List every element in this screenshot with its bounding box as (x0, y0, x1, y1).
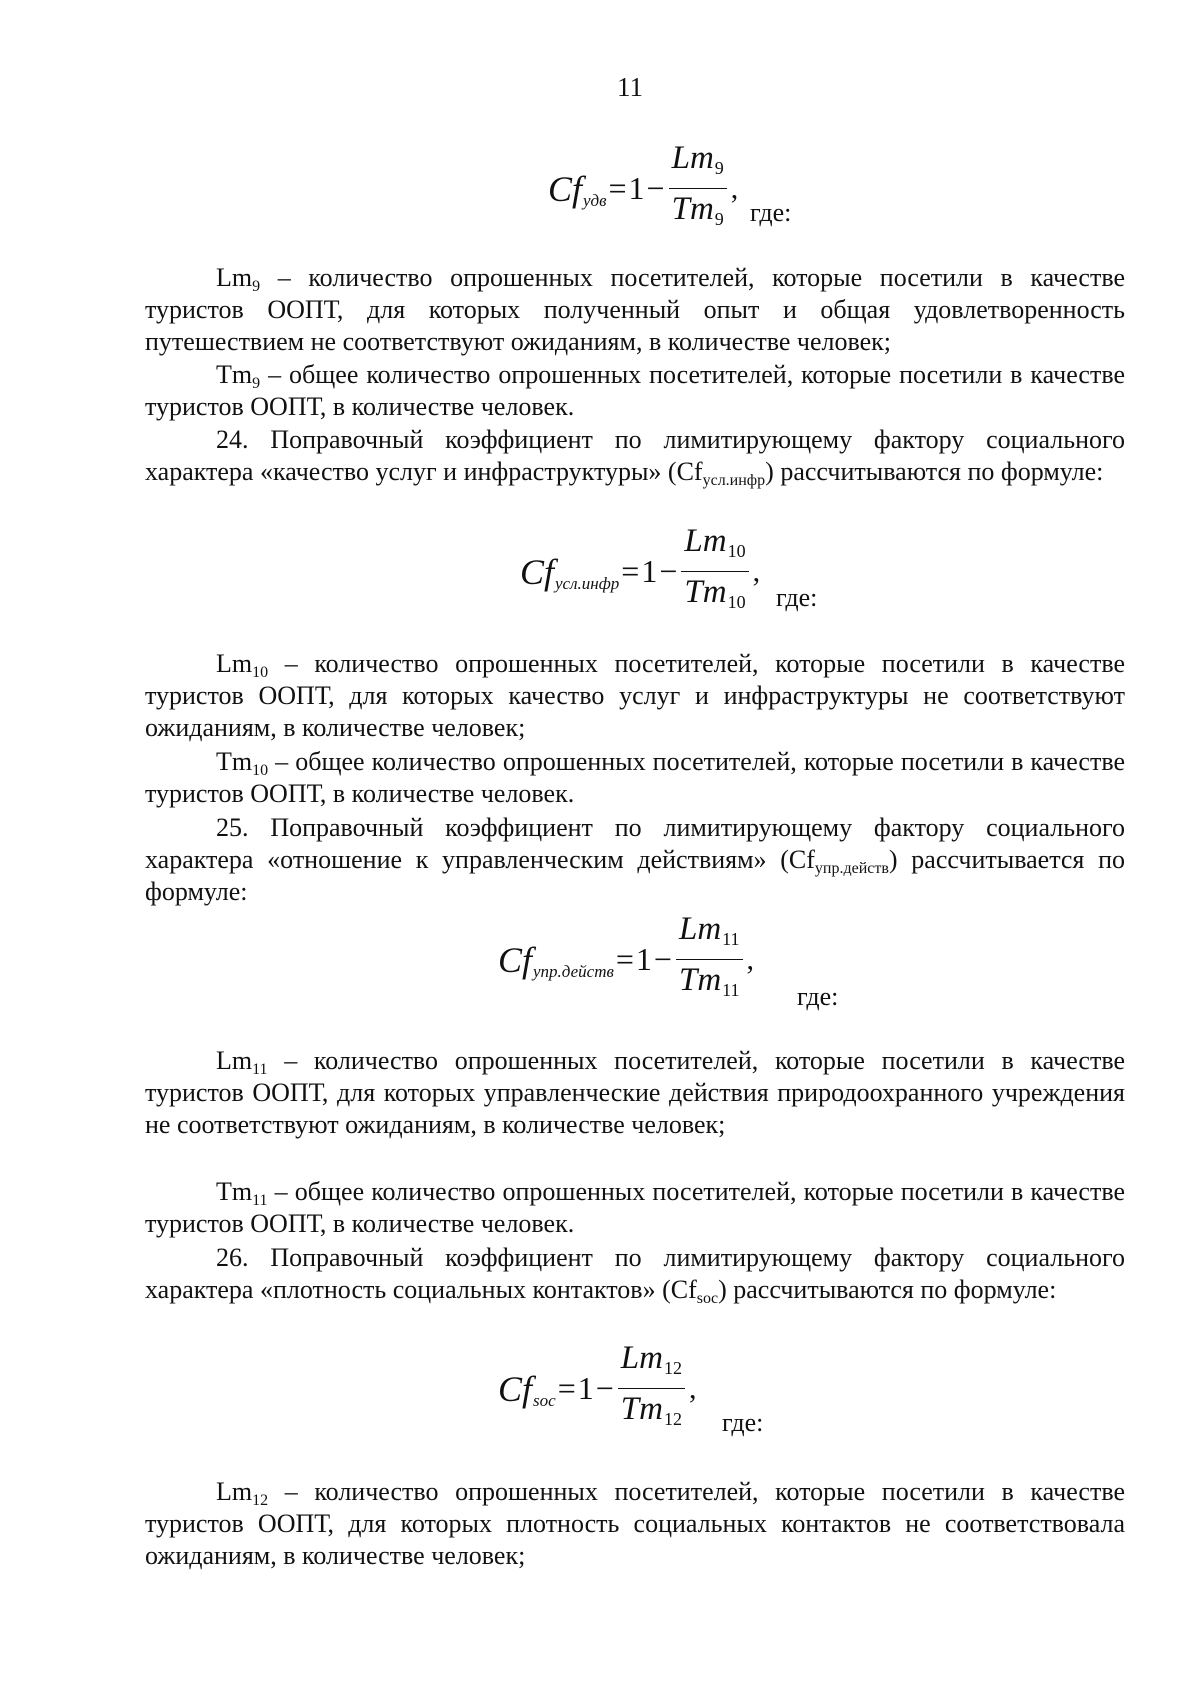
section-25 (145, 812, 1125, 908)
formula-cf-upr-deistv (498, 909, 754, 1010)
fraction-denominator (618, 1389, 685, 1439)
definition-text: – общее количество опрошенных посетителей, которые посетили в качестве туристов ООПТ, в количестве человек. (145, 360, 1125, 421)
formula-equals: = (615, 941, 634, 977)
fraction-denominator (681, 572, 748, 622)
section-subscript: упр.действ (814, 860, 889, 877)
formula-cf-subscript: soc (533, 1390, 556, 1410)
definition-text: – количество опрошенных посетителей, которые посетили в качестве туристов ООПТ, для которых плотность социальных контактов не соответствовала ожиданиям, в количестве человек; (145, 1477, 1125, 1570)
where-label: где: (797, 982, 839, 1011)
var-subscript: 10 (252, 762, 269, 779)
formula-one: 1 (628, 170, 645, 206)
fraction-denominator (669, 189, 727, 239)
fraction-numerator (676, 909, 743, 960)
var-subscript: 11 (252, 1192, 268, 1209)
section-text-end: ) рассчитываются по формуле: (718, 1275, 1057, 1304)
var-subscript: 9 (252, 278, 261, 295)
definition-text: – количество опрошенных посетителей, которые посетили в качестве туристов ООПТ, для которых управленческие действия природоохранного учреждения не соответствуют ожиданиям, в количестве человек; (145, 1046, 1125, 1139)
section-subscript: soc (696, 1290, 719, 1307)
definition-text: – общее количество опрошенных посетителей, которые посетили в качестве туристов ООПТ, в количестве человек. (145, 747, 1125, 808)
formula-cf: Cf (498, 939, 533, 980)
var-subscript: 11 (252, 1061, 268, 1078)
formula-cf: Cf (548, 168, 583, 209)
var-name: Tm (216, 360, 253, 389)
formula-one: 1 (635, 941, 652, 977)
definition-tm9 (145, 359, 1125, 423)
formula-comma: , (746, 942, 754, 976)
numerator-var: Lm (684, 523, 727, 559)
numerator-subscript: 11 (722, 929, 740, 949)
formula-comma: , (688, 1371, 697, 1405)
formula-comma: , (752, 554, 761, 588)
definition-text: – общее количество опрошенных посетителей, которые посетили в качестве туристов ООПТ, в количестве человек. (145, 1177, 1125, 1238)
page-number: 11 (617, 72, 643, 102)
denominator-subscript: 10 (727, 592, 746, 612)
numerator-var: Lm (671, 140, 714, 176)
formula-equals: = (557, 1370, 576, 1406)
formula-minus: − (595, 1370, 614, 1406)
formula-cf: Cf (498, 1368, 533, 1409)
fraction-numerator (618, 1338, 685, 1389)
where-label: где: (750, 198, 792, 227)
var-name: Tm (216, 747, 253, 776)
var-subscript: 12 (252, 1492, 269, 1509)
var-name: Lm (216, 263, 253, 292)
section-subscript: усл.инфр (702, 472, 766, 489)
formula-cf-usl-infr (520, 521, 760, 622)
formula-minus: − (646, 170, 665, 206)
section-26 (145, 1242, 1125, 1306)
definition-tm10 (145, 746, 1125, 810)
formula-equals: = (621, 553, 640, 589)
section-24 (145, 424, 1125, 488)
formula-one: 1 (641, 553, 658, 589)
denominator-subscript: 9 (714, 209, 724, 229)
section-text: 24. Поправочный коэффициент по лимитирующему фактору социального характера «качество услуг и инфраструктуры» (Cf (145, 425, 1125, 486)
numerator-subscript: 10 (727, 541, 746, 561)
formula-comma: , (730, 171, 739, 205)
definition-lm12 (145, 1476, 1125, 1572)
numerator-var: Lm (678, 911, 722, 947)
fraction-numerator (681, 521, 748, 572)
denominator-subscript: 12 (663, 1409, 682, 1429)
formula-equals: = (608, 170, 627, 206)
denominator-subscript: 11 (722, 980, 740, 1000)
formula-cf: Cf (520, 551, 555, 592)
section-text: 25. Поправочный коэффициент по лимитирующему фактору социального характера «отношение к управленческим действиям» (Cf (145, 813, 1125, 874)
formula-cf-subscript: удв (583, 190, 607, 210)
formula-fraction (676, 909, 743, 1010)
numerator-var: Lm (620, 1340, 663, 1376)
fraction-numerator (669, 138, 727, 189)
definition-lm10 (145, 648, 1125, 744)
definition-lm9 (145, 262, 1125, 358)
definition-lm11 (145, 1045, 1125, 1141)
numerator-subscript: 12 (663, 1358, 682, 1378)
definition-tm11 (145, 1176, 1125, 1240)
where-label: где: (722, 1408, 764, 1437)
section-text: 26. Поправочный коэффициент по лимитирующему фактору социального характера «плотность социальных контактов» (Cf (145, 1243, 1125, 1304)
var-name: Lm (216, 649, 253, 678)
formula-cf-subscript: усл.инфр (555, 573, 620, 593)
denominator-var: Tm (620, 1391, 663, 1427)
formula-fraction (618, 1338, 685, 1439)
denominator-var: Tm (678, 962, 722, 998)
section-text-end: ) рассчитываются по формуле: (765, 457, 1104, 486)
denominator-var: Tm (684, 574, 727, 610)
formula-cf-soc (498, 1338, 696, 1439)
formula-fraction (681, 521, 748, 622)
formula-fraction (669, 138, 727, 239)
numerator-subscript: 9 (714, 158, 724, 178)
var-subscript: 10 (252, 664, 269, 681)
formula-minus: − (659, 553, 678, 589)
where-label: где: (776, 583, 818, 612)
var-name: Lm (216, 1046, 253, 1075)
formula-one: 1 (577, 1370, 594, 1406)
var-name: Lm (216, 1477, 253, 1506)
formula-minus: − (653, 941, 672, 977)
formula-cf-udv (548, 138, 738, 239)
definition-text: – количество опрошенных посетителей, которые посетили в качестве туристов ООПТ, для которых качество услуг и инфраструктуры не соответствуют ожиданиям, в количестве человек; (145, 649, 1125, 742)
var-subscript: 9 (252, 375, 261, 392)
denominator-var: Tm (671, 191, 714, 227)
section-text-end: ) рассчитывается по формуле: (145, 845, 1125, 906)
fraction-denominator (676, 960, 743, 1010)
formula-cf-subscript: упр.действ (533, 961, 614, 981)
definition-text: – количество опрошенных посетителей, которые посетили в качестве туристов ООПТ, для которых полученный опыт и общая удовлетворенность путешествием не соответствуют ожиданиям, в количестве человек; (145, 263, 1125, 356)
var-name: Tm (216, 1177, 253, 1206)
